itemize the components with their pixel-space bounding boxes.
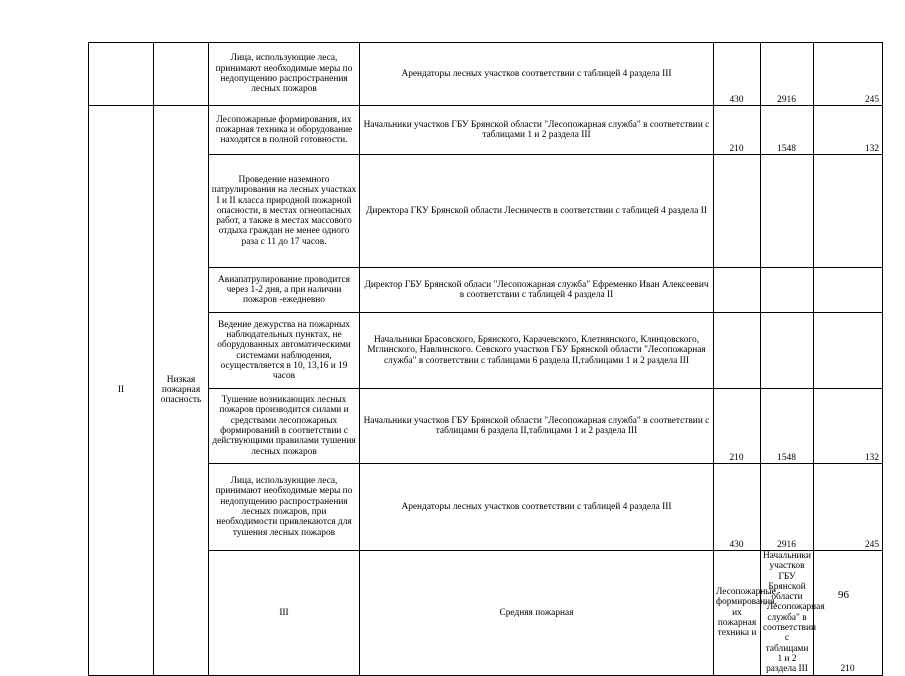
- fire-plan-table: [88, 42, 883, 676]
- measure-cell: Ведение дежурства на пожарных наблюдательных пунктах, не оборудованных автоматическими системами наблюдения, осуществляется в 10, 13,16 и 19 часов: [209, 313, 360, 389]
- measure-cell: Лесопожарные формирования, их пожарная техника и оборудование находятся в полной готовности.: [209, 106, 360, 155]
- responsible-cell: Директор ГБУ Брянской обласи "Лесопожарная служба" Ефременко Иван Алексеевич в соответствии с таблицей 4 раздела II: [360, 268, 714, 313]
- table-row: [89, 464, 883, 551]
- value-cell-3: 132: [814, 389, 883, 464]
- value-cell-2: [761, 268, 814, 313]
- value-cell-1: 210: [714, 106, 761, 155]
- table-row: [89, 551, 883, 676]
- measure-cell: Тушение возникающих лесных пожаров производится силами и средствами лесопожарных формирований в соответствии с действующими правилами тушения лесных пожаров: [209, 389, 360, 464]
- measure-cell: Лица, использующие леса, принимают необходимые меры по недопущению распространения лесных пожаров: [209, 43, 360, 106]
- value-cell-3: [814, 313, 883, 389]
- class-cell-empty: [89, 43, 154, 106]
- value-cell-2: 1548: [761, 389, 814, 464]
- responsible-cell: Начальники участков ГБУ Брянской области "Лесопожарная служба" в соответствии с таблицами 1 и 2 раздела III: [360, 106, 714, 155]
- value-cell-1: 210: [714, 389, 761, 464]
- class-iii-label: Средняя пожарная: [360, 551, 714, 676]
- value-cell-3: 245: [814, 43, 883, 106]
- responsible-cell: Начальники участков ГБУ Брянской области "Лесопожарная служба" в соответствии с таблицами 6 раздела II,таблицами 1 и 2 раздела III: [360, 389, 714, 464]
- value-cell-1: 430: [714, 464, 761, 551]
- value-cell-2: 2916: [761, 43, 814, 106]
- responsible-cell: Начальники участков ГБУ Брянской области "Лесопожарная служба" в соответствии с таблицами 1 и 2 раздела III: [761, 551, 814, 676]
- table-row: [89, 268, 883, 313]
- responsible-cell: Арендаторы лесных участков соответствии с таблицей 4 раздела III: [360, 43, 714, 106]
- value-cell-3: 245: [814, 464, 883, 551]
- class-ii-roman: II: [89, 106, 154, 676]
- responsible-cell: Директора ГКУ Брянской области Лесничеств в соответствии с таблицей 4 раздела II: [360, 155, 714, 268]
- measure-cell: Лесопожарные формирования, их пожарная техника и: [714, 551, 761, 676]
- value-cell-2: [761, 155, 814, 268]
- value-cell-1: 210: [814, 551, 883, 676]
- table-row: [89, 155, 883, 268]
- table-row: [89, 313, 883, 389]
- value-cell-1: [714, 155, 761, 268]
- value-cell-2: [761, 313, 814, 389]
- table-row: [89, 43, 883, 106]
- value-cell-1: [714, 313, 761, 389]
- value-cell-2: 1548: [761, 106, 814, 155]
- page-number: 96: [838, 589, 849, 601]
- responsible-cell: Начальники Брасовского, Брянского, Карачевского, Клетнянского, Клинцовского, Мглинского, Навлинского. Севского участков ГБУ Брянской области "Лесопожарная служба" в соответствии с таблицами 6 раздела II,таблицами 1 и 2 раздела III: [360, 313, 714, 389]
- level-cell-empty: [154, 43, 209, 106]
- value-cell-3: [814, 155, 883, 268]
- value-cell-3: 132: [814, 106, 883, 155]
- value-cell-1: 430: [714, 43, 761, 106]
- table-row: [89, 106, 883, 155]
- measure-cell: Авиапатрулирование проводится через 1-2 дня, а при наличии пожаров -ежедневно: [209, 268, 360, 313]
- table-row: [89, 389, 883, 464]
- measure-cell: Лица, использующие леса, принимают необходимые меры по недопущению распространения лесных пожаров, при необходимости привлекаются для тушения лесных пожаров: [209, 464, 360, 551]
- class-iii-roman: III: [209, 551, 360, 676]
- class-ii-label: Низкая пожарная опасность: [154, 106, 209, 676]
- measure-cell: Проведение наземного патрулирования на лесных участках I и II класса природной пожарной опасности, в местах огнеопасных работ, а также в местах массового отдыха граждан не менее одного раза с 11 до 17 часов.: [209, 155, 360, 268]
- value-cell-2: 2916: [761, 464, 814, 551]
- value-cell-1: [714, 268, 761, 313]
- responsible-cell: Арендаторы лесных участков соответствии с таблицей 4 раздела III: [360, 464, 714, 551]
- value-cell-3: [814, 268, 883, 313]
